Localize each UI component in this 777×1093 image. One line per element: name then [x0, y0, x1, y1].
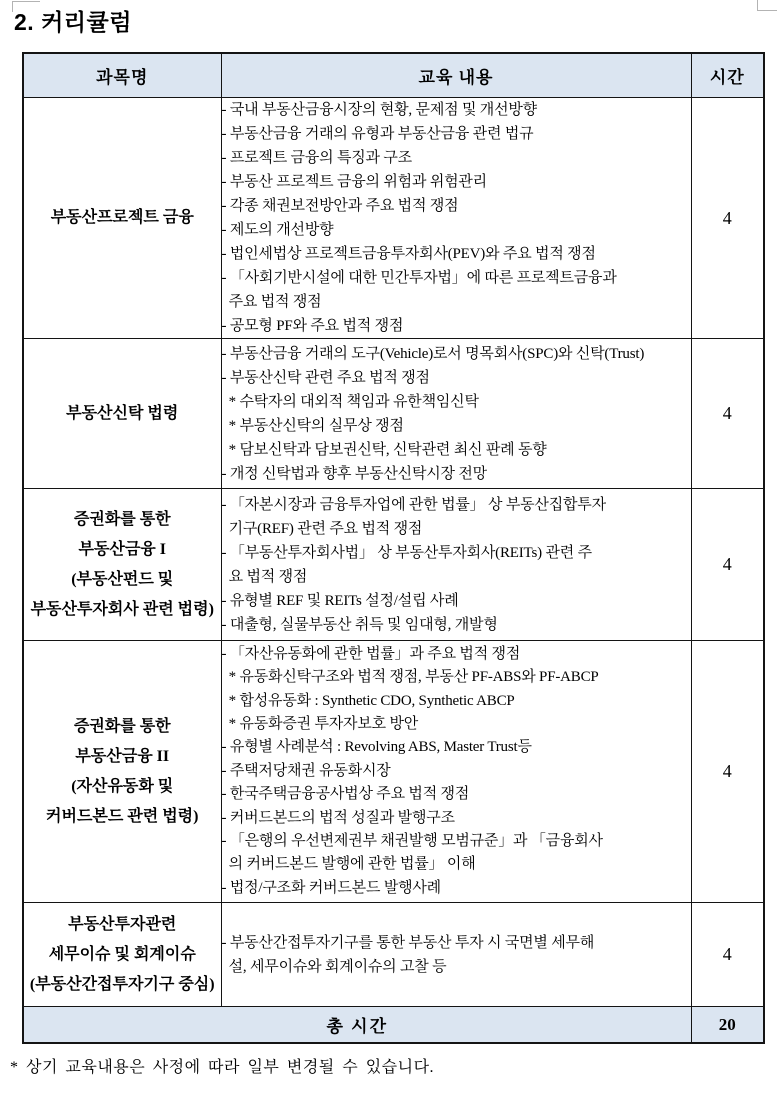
text-line: 커버드본드 관련 법령) — [46, 807, 199, 825]
text-line: - 부동산금융 거래의 도구(Vehicle)로서 명목회사(SPC)와 신탁(Trust) — [221, 345, 645, 362]
table-header-row — [23, 53, 764, 98]
hours-cell: 4 — [691, 98, 764, 339]
text-line: 부동산금융 II — [75, 747, 170, 765]
text-line: 부동산금융 I — [78, 540, 166, 558]
text-line: (부동산펀드 및 — [71, 570, 174, 588]
text-line: - 「부동산투자회사법」 상 부동산투자회사(REITs) 관련 주 — [221, 544, 592, 561]
table-row — [23, 489, 764, 641]
text-line: - 제도의 개선방향 — [221, 222, 334, 238]
text-line: - 개정 신탁법과 향후 부동산신탁시장 전망 — [221, 465, 487, 482]
header-hours: 시간 — [691, 53, 764, 98]
text-line: - 「자본시장과 금융투자업에 관한 법률」 상 부동산집합투자 — [221, 496, 606, 513]
text-line: - 주택저당채권 유동화시장 — [221, 762, 391, 779]
text-line: - 「자산유동화에 관한 법률」과 주요 법적 쟁점 — [221, 645, 521, 662]
content-cell — [221, 339, 691, 489]
text-line: - 국내 부동산금융시장의 현황, 문제점 및 개선방향 — [221, 102, 537, 118]
text-line: 부동산투자회사 관련 법령) — [30, 600, 214, 618]
table-row — [23, 339, 764, 489]
total-hours: 20 — [691, 1007, 764, 1044]
text-line: * 유동화증권 투자자보호 방안 — [221, 715, 419, 732]
content-cell — [221, 903, 691, 1007]
text-line: - 법정/구조화 커버드본드 발행사례 — [221, 879, 441, 896]
text-line: 부동산프로젝트 금융 — [50, 209, 194, 226]
hours-cell: 4 — [691, 641, 764, 903]
text-line: 설, 세무이슈와 회계이슈의 고찰 등 — [221, 958, 447, 975]
text-line: - 부동산금융 거래의 유형과 부동산금융 관련 법규 — [221, 126, 534, 142]
text-line: - 「은행의 우선변제권부 채권발행 모범규준」과 「금융회사 — [221, 833, 603, 850]
text-line: 증권화를 통한 — [73, 510, 171, 528]
subject-cell — [23, 98, 221, 339]
text-line: - 유형별 사례분석 : Revolving ABS, Master Trust등 — [221, 739, 532, 756]
subject-cell — [23, 339, 221, 489]
text-line: 요 법적 쟁점 — [221, 568, 308, 585]
text-line: - 공모형 PF와 주요 법적 쟁점 — [221, 318, 404, 334]
text-line: - 프로젝트 금융의 특징과 구조 — [221, 150, 412, 166]
hours-cell: 4 — [691, 339, 764, 489]
text-line: - 부동산신탁 관련 주요 법적 쟁점 — [221, 369, 430, 386]
total-row — [23, 1007, 764, 1044]
header-content: 교육 내용 — [221, 53, 691, 98]
total-label: 총 시간 — [23, 1007, 691, 1044]
curriculum-table — [22, 52, 765, 1044]
text-line: (부동산간접투자기구 중심) — [29, 975, 215, 993]
footnote: * 상기 교육내용은 사정에 따라 일부 변경될 수 있습니다. — [10, 1059, 435, 1076]
text-line: (자산유동화 및 — [71, 777, 174, 795]
text-line: - 한국주택금융공사법상 주요 법적 쟁점 — [221, 786, 470, 803]
text-line: * 수탁자의 대외적 책임과 유한책임신탁 — [221, 393, 479, 410]
text-line: - 커버드본드의 법적 성질과 발행구조 — [221, 809, 455, 826]
table-row — [23, 641, 764, 903]
text-line: 기구(REF) 관련 주요 법적 쟁점 — [221, 520, 423, 537]
text-line: - 법인세법상 프로젝트금융투자회사(PEV)와 주요 법적 쟁점 — [221, 246, 596, 262]
text-line: 증권화를 통한 — [73, 717, 171, 735]
text-line: * 담보신탁과 담보권신탁, 신탁관련 최신 판례 동향 — [221, 441, 547, 458]
header-subject: 과목명 — [23, 53, 221, 98]
hours-cell: 4 — [691, 489, 764, 641]
page-corner-mark-top-right — [757, 0, 777, 11]
table-row — [23, 98, 764, 339]
text-line: 세무이슈 및 회계이슈 — [48, 945, 196, 963]
page-title: 2. 커리큘럼 — [14, 9, 132, 35]
text-line: 의 커버드본드 발행에 관한 법률」 이해 — [221, 856, 476, 873]
text-line: - 각종 채권보전방안과 주요 법적 쟁점 — [221, 198, 459, 214]
content-cell — [221, 641, 691, 903]
text-line: 부동산신탁 법령 — [66, 404, 179, 422]
text-line: - 유형별 REF 및 REITs 설정/설립 사례 — [221, 592, 459, 609]
content-cell — [221, 489, 691, 641]
content-cell — [221, 98, 691, 339]
text-line: - 부동산간접투자기구를 통한 부동산 투자 시 국면별 세무해 — [221, 934, 595, 951]
text-line: * 합성유동화 : Synthetic CDO, Synthetic ABCP — [221, 692, 515, 709]
subject-cell — [23, 489, 221, 641]
text-line: - 대출형, 실물부동산 취득 및 임대형, 개발형 — [221, 616, 498, 633]
text-line: 부동산투자관련 — [68, 915, 177, 933]
text-line: - 「사회기반시설에 대한 민간투자법」에 따른 프로젝트금융과 — [221, 270, 617, 286]
text-line: 주요 법적 쟁점 — [221, 294, 322, 310]
text-line: * 부동산신탁의 실무상 쟁점 — [221, 417, 404, 434]
hours-cell: 4 — [691, 903, 764, 1007]
text-line: * 유동화신탁구조와 법적 쟁점, 부동산 PF-ABS와 PF-ABCP — [221, 669, 599, 686]
subject-cell — [23, 641, 221, 903]
table-row — [23, 903, 764, 1007]
text-line: - 부동산 프로젝트 금융의 위험과 위험관리 — [221, 174, 487, 190]
subject-cell — [23, 903, 221, 1007]
